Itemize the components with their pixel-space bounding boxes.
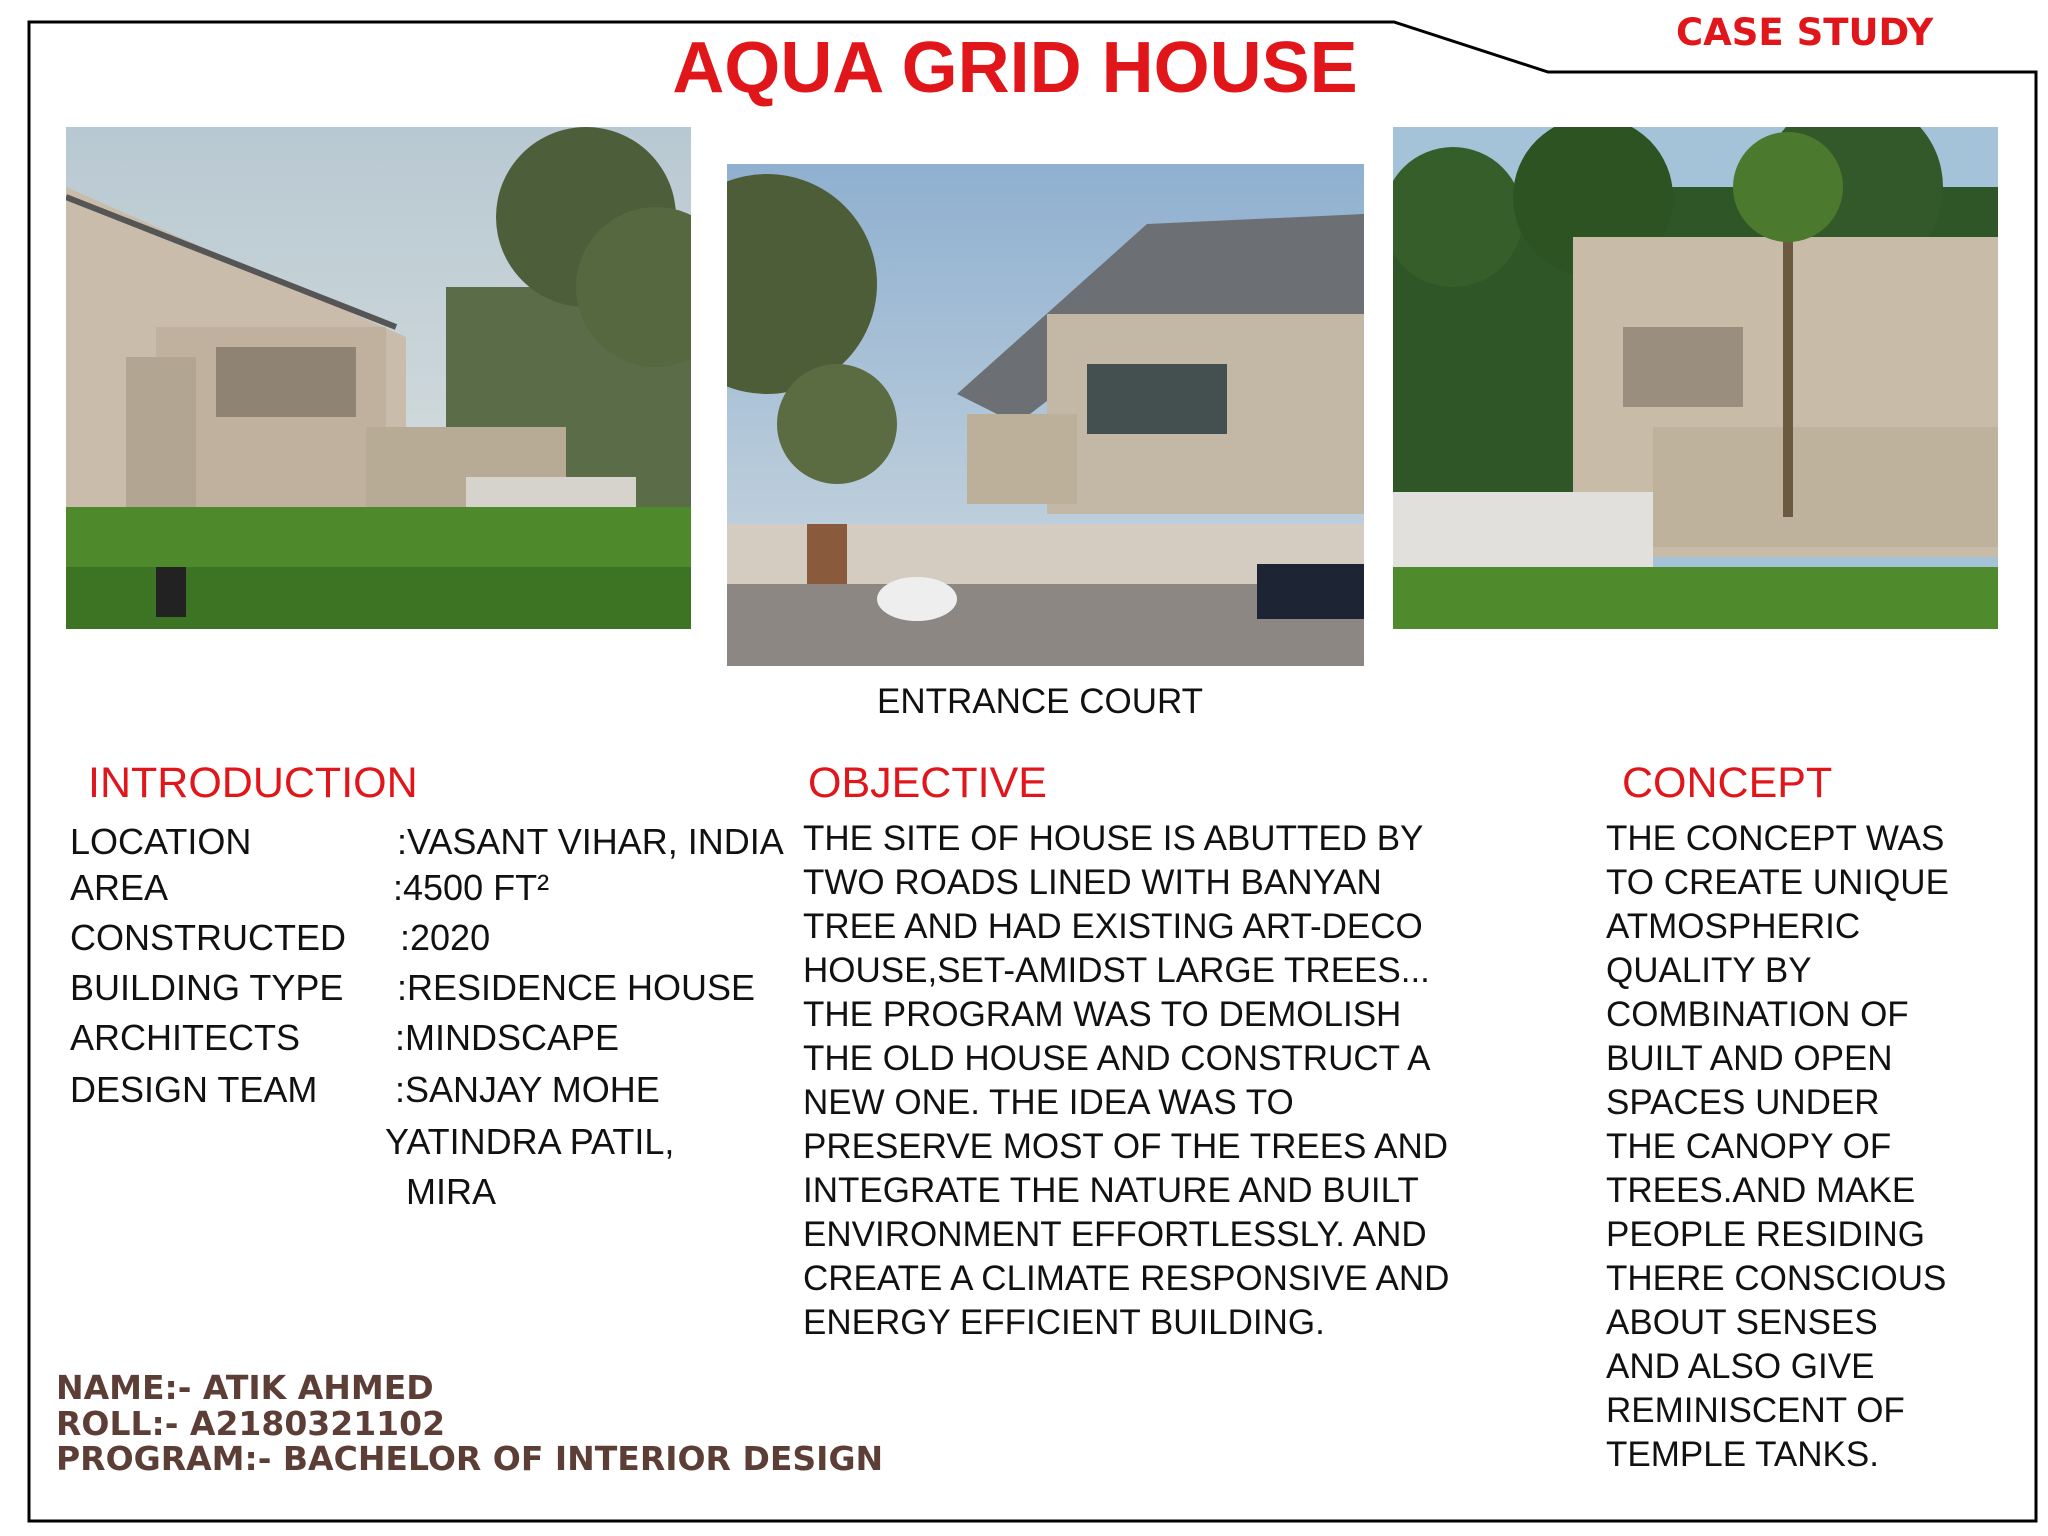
info-label-location: LOCATION [70, 821, 252, 862]
info-label-architects: ARCHITECTS [70, 1017, 301, 1058]
photo-caption: ENTRANCE COURT [876, 682, 1204, 721]
concept-line: TEMPLE TANKS. [1606, 1435, 1879, 1474]
objective-line: INTEGRATE THE NATURE AND BUILT [803, 1171, 1419, 1210]
student-name: NAME:- ATIK AHMED [56, 1368, 434, 1407]
objective-line: ENVIRONMENT EFFORTLESSLY. AND [803, 1215, 1427, 1254]
info-value-architects: :MINDSCAPE [395, 1017, 620, 1058]
info-value-building-type: :RESIDENCE HOUSE [397, 967, 756, 1008]
info-label-building-type: BUILDING TYPE [70, 967, 344, 1008]
info-label-design-team: DESIGN TEAM [70, 1069, 318, 1110]
concept-line: THERE CONSCIOUS [1606, 1259, 1947, 1298]
objective-line: CREATE A CLIMATE RESPONSIVE AND [803, 1259, 1450, 1298]
concept-line: ATMOSPHERIC [1606, 907, 1861, 946]
concept-line: BUILT AND OPEN [1606, 1039, 1893, 1078]
info-value-design-team: :SANJAY MOHE [395, 1069, 660, 1110]
page-title: AQUA GRID HOUSE [672, 28, 1358, 108]
concept-line: REMINISCENT OF [1606, 1391, 1905, 1430]
objective-heading: OBJECTIVE [808, 759, 1047, 807]
objective-line: THE PROGRAM WAS TO DEMOLISH [803, 995, 1402, 1034]
info-value-area: :4500 FT² [393, 867, 550, 908]
info-value-constructed: :2020 [400, 917, 491, 958]
concept-line: COMBINATION OF [1606, 995, 1909, 1034]
concept-line: SPACES UNDER [1606, 1083, 1880, 1122]
info-label-constructed: CONSTRUCTED [70, 917, 346, 958]
concept-heading: CONCEPT [1622, 759, 1833, 807]
concept-line: PEOPLE RESIDING [1606, 1215, 1925, 1254]
objective-line: TWO ROADS LINED WITH BANYAN [803, 863, 1382, 902]
case-study-label: CASE STUDY [1676, 11, 1934, 54]
photo-house-lawn [66, 127, 691, 629]
objective-line: PRESERVE MOST OF THE TREES AND [803, 1127, 1449, 1166]
objective-line: THE SITE OF HOUSE IS ABUTTED BY [803, 819, 1424, 858]
student-roll: ROLL:- A2180321102 [56, 1404, 446, 1443]
introduction-heading: INTRODUCTION [88, 759, 418, 807]
concept-line: AND ALSO GIVE [1606, 1347, 1875, 1386]
concept-line: THE CANOPY OF [1606, 1127, 1892, 1166]
photo-entrance-court [727, 164, 1364, 666]
objective-line: HOUSE,SET-AMIDST LARGE TREES... [803, 951, 1430, 990]
concept-line: QUALITY BY [1606, 951, 1812, 990]
photo-house-facade [1393, 127, 1998, 629]
concept-line: TO CREATE UNIQUE [1606, 863, 1949, 902]
concept-line: ABOUT SENSES [1606, 1303, 1878, 1342]
info-value-location: :VASANT VIHAR, INDIA [397, 821, 784, 862]
info-label-area: AREA [70, 867, 169, 908]
objective-line: NEW ONE. THE IDEA WAS TO [803, 1083, 1294, 1122]
student-program: PROGRAM:- BACHELOR OF INTERIOR DESIGN [56, 1439, 884, 1478]
objective-line: THE OLD HOUSE AND CONSTRUCT A [803, 1039, 1431, 1078]
info-value-design-team-extra: YATINDRA PATIL, [385, 1121, 675, 1162]
concept-line: TREES.AND MAKE [1606, 1171, 1916, 1210]
objective-line: ENERGY EFFICIENT BUILDING. [803, 1303, 1325, 1342]
concept-line: THE CONCEPT WAS [1606, 819, 1945, 858]
info-value-design-team-extra: MIRA [406, 1171, 496, 1212]
objective-line: TREE AND HAD EXISTING ART-DECO [803, 907, 1423, 946]
